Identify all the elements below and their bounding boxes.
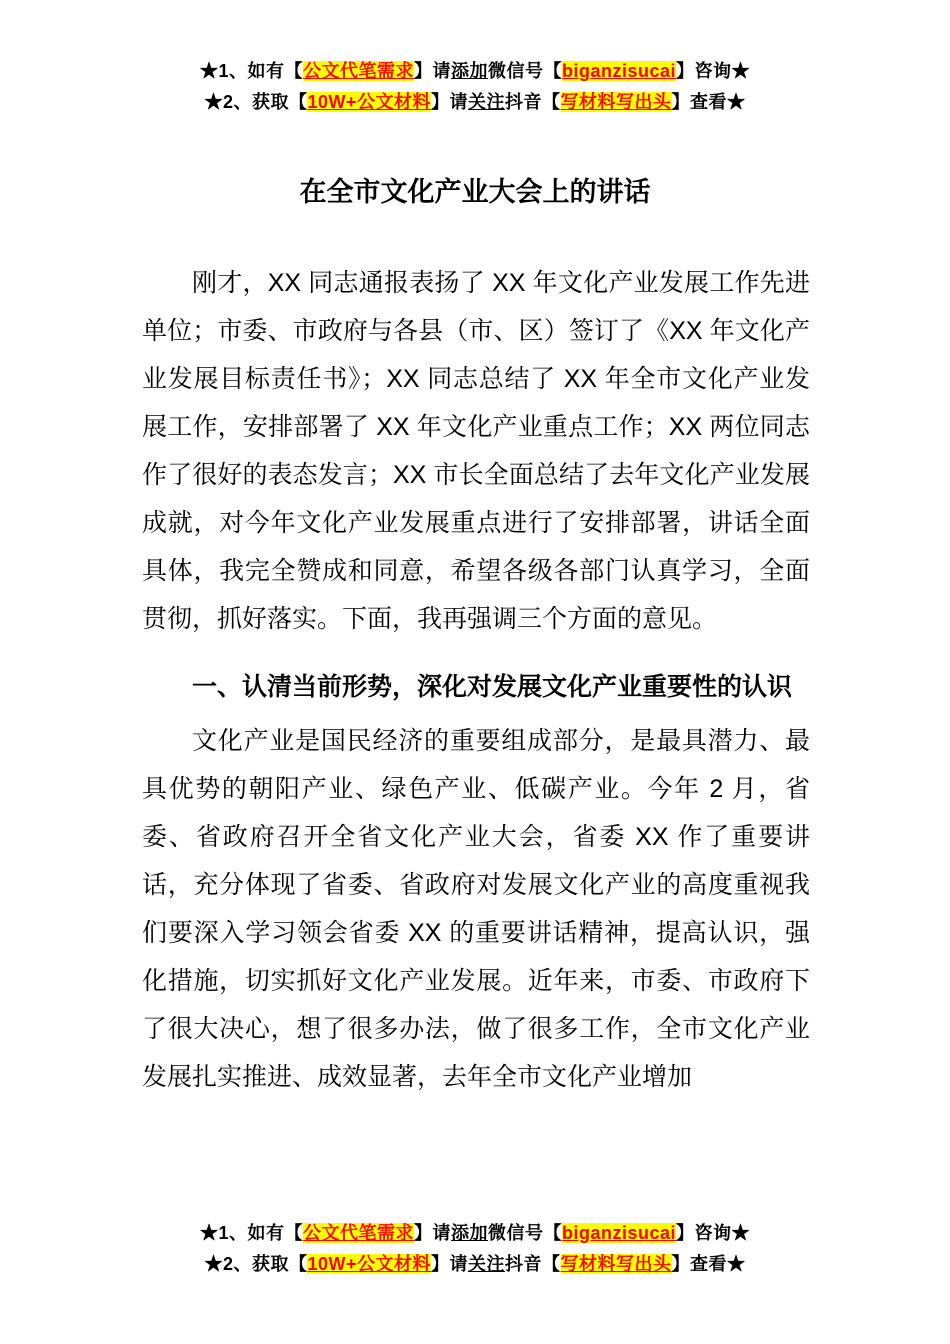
header-notice-line-1 <box>0 56 950 87</box>
notice-segment: biganzisucai <box>561 61 677 81</box>
notice-segment: 抖音【 <box>505 1254 561 1274</box>
notice-segment: 添加 <box>450 61 488 81</box>
notice-segment: 添加 <box>450 1223 488 1243</box>
document-title: 在全市文化产业大会上的讲话 <box>299 177 651 207</box>
notice-segment: 10W+公文材料 <box>307 92 432 112</box>
notice-segment: 】请 <box>413 1223 451 1243</box>
notice-segment: 10W+公文材料 <box>307 1254 432 1274</box>
footer-notice-line-2 <box>0 1249 950 1280</box>
notice-segment: 】咨询★ <box>676 61 751 81</box>
notice-segment: ★2、获取【 <box>204 92 308 112</box>
paragraph-section-1: 文化产业是国民经济的重要组成部分，是最具潜力、最具优势的朝阳产业、绿色产业、低碳产业。今年 2 月，省委、省政府召开全省文化产业大会，省委 XX 作了重要讲话，充分体现了省委、省政府对发展文化产业的高度重视我们要深入学习领会省委 XX 的重要讲话精神，提高认识，强化措施，切实抓好文化产业发展。近年来，市委、市政府下了很大决心，想了很多办法，做了很多工作，全市文化产业发展扎实推进、成效显著，去年全市文化产业增加 <box>142 727 810 1091</box>
notice-segment: 】请 <box>431 92 469 112</box>
header-notice <box>0 56 950 118</box>
notice-segment: 关注 <box>468 1254 506 1274</box>
footer-notice <box>0 1218 950 1280</box>
notice-segment: 公文代笔需求 <box>302 1223 414 1243</box>
footer-notice-line-1 <box>0 1218 950 1249</box>
notice-segment: 】查看★ <box>671 1254 746 1274</box>
notice-segment: 】请 <box>431 1254 469 1274</box>
document-body <box>142 259 810 1101</box>
notice-segment: 】请 <box>413 61 451 81</box>
paragraph-opening: 刚才，XX 同志通报表扬了 XX 年文化产业发展工作先进单位；市委、市政府与各县（市、区）签订了《XX 年文化产业发展目标责任书》；XX 同志总结了 XX 年全市文化产业发展工作，安排部署了 XX 年文化产业重点工作；XX 两位同志作了很好的表态发言；XX 市长全面总结了去年文化产业发展成就，对今年文化产业发展重点进行了安排部署，讲话全面具体，我完全赞成和同意，希望各级各部门认真学习，全面贯彻，抓好落实。下面，我再强调三个方面的意见。 <box>142 269 810 633</box>
notice-segment: 写材料写出头 <box>560 1254 672 1274</box>
notice-segment: 关注 <box>468 92 506 112</box>
notice-segment: 公文代笔需求 <box>302 61 414 81</box>
notice-segment: ★2、获取【 <box>204 1254 308 1274</box>
notice-segment: 写材料写出头 <box>560 92 672 112</box>
notice-segment: 微信号【 <box>487 1223 562 1243</box>
notice-segment: ★1、如有【 <box>199 61 303 81</box>
notice-segment: 】查看★ <box>671 92 746 112</box>
notice-segment: 】咨询★ <box>676 1223 751 1243</box>
notice-segment: ★1、如有【 <box>199 1223 303 1243</box>
notice-segment: 抖音【 <box>505 92 561 112</box>
header-notice-line-2 <box>0 87 950 118</box>
notice-segment: biganzisucai <box>561 1223 677 1243</box>
notice-segment: 微信号【 <box>487 61 562 81</box>
section-heading-1: 一、认清当前形势，深化对发展文化产业重要性的认识 <box>192 673 793 701</box>
